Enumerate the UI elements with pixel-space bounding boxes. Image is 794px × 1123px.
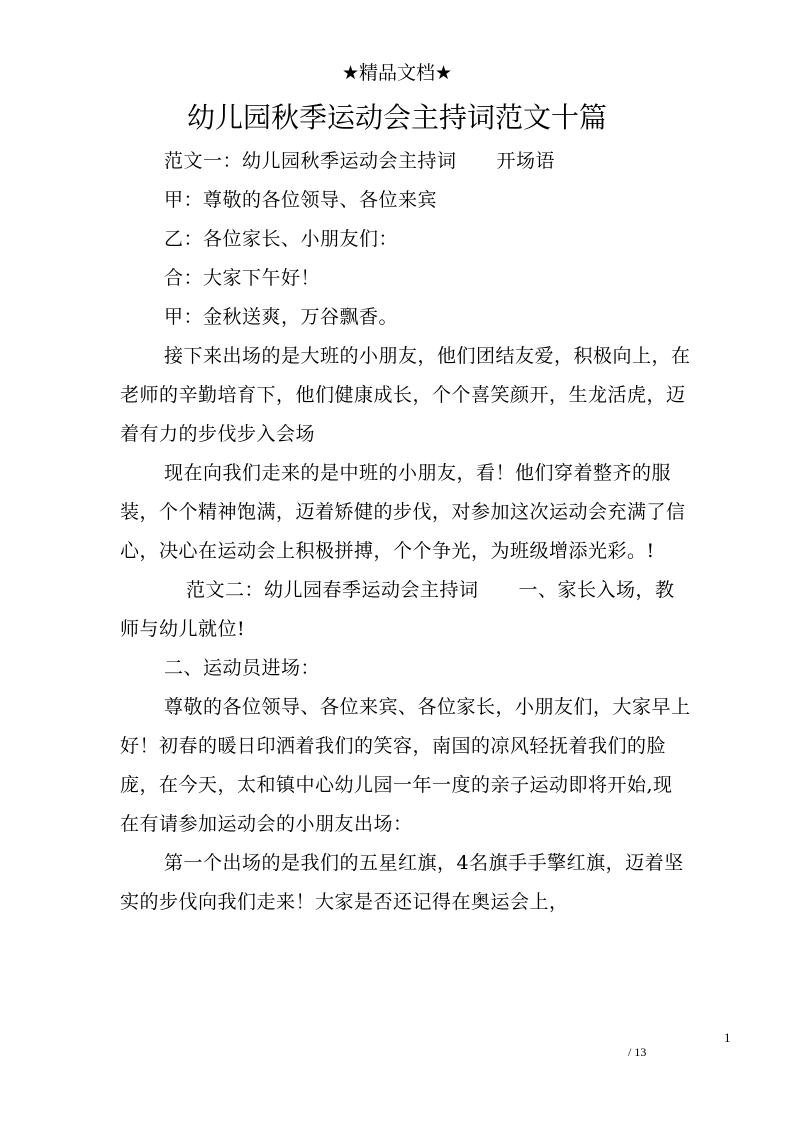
paragraph-text: 范文二：幼儿园春季运动会主持词 xyxy=(186,579,479,601)
paragraph-text: 范文一：幼儿园秋季运动会主持词 xyxy=(164,150,457,172)
paragraph-text: 开场语 xyxy=(496,150,556,172)
paragraph-text: 一、家长入场，教师与幼儿就位! xyxy=(120,579,675,640)
paragraph: 合：大家下午好！ xyxy=(164,267,321,289)
paragraph: 二、运动员进场： xyxy=(164,657,321,679)
header-label: ★精品文档★ xyxy=(341,62,453,84)
paragraph: 第一个出场的是我们的五星红旗，4名旗手手擎红旗，迈着坚实的步伐向我们走来！大家是否还记得在奥运会上， xyxy=(120,852,684,913)
paragraph: 尊敬的各位领导、各位来宾、各位家长，小朋友们，大家早上好！初春的暖日印洒着我们的笑容，南国的凉风轻抚着我们的脸庞，在今天，太和镇中心幼儿园一年一度的亲子运动即将开始,现在有请参加运动会的小朋友出场： xyxy=(120,696,691,835)
paragraph: 乙：各位家长、小朋友们： xyxy=(164,228,399,250)
paragraph: 现在向我们走来的是中班的小朋友，看！他们穿着整齐的服装，个个精神饱满，迈着矫健的步伐，对参加这次运动会充满了信心，决心在运动会上积极拼搏，个个争光，为班级增添光彩。! xyxy=(120,462,686,562)
paragraph xyxy=(120,571,692,649)
page-number: 1 xyxy=(724,1030,731,1045)
paragraph: 甲：金秋送爽，万谷飘香。 xyxy=(164,306,399,328)
document-body xyxy=(120,142,692,922)
document-title: 幼儿园秋季运动会主持词范文十篇 xyxy=(186,101,607,134)
paragraph xyxy=(120,142,692,181)
paragraph: 甲：尊敬的各位领导、各位来宾 xyxy=(164,189,438,211)
page-total: / 13 xyxy=(628,1045,647,1059)
paragraph: 接下来出场的是大班的小朋友，他们团结友爱，积极向上，在老师的辛勤培育下，他们健康成长，个个喜笑颜开，生龙活虎，迈着有力的步伐步入会场 xyxy=(120,345,691,445)
